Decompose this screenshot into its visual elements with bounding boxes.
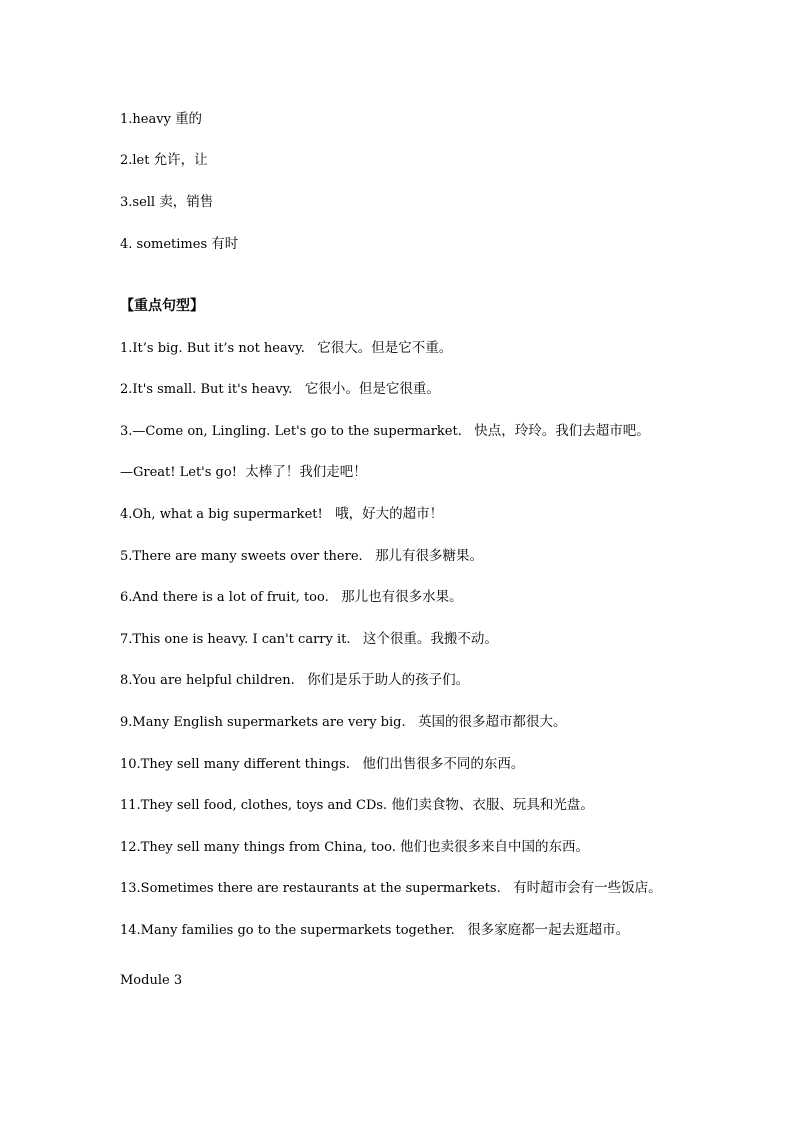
sentence-en: 5.There are many sweets over there. (120, 549, 363, 564)
sentence-cn: 哦，好大的超市！ (335, 506, 444, 522)
sentence-cn: 那儿有很多糖果。 (375, 548, 484, 564)
sentence-cn: 这个很重。我搬不动。 (362, 631, 498, 647)
vocab-en: 1.heavy (120, 112, 171, 127)
sentence-en: 13.Sometimes there are restaurants at the supermarkets. (120, 881, 501, 896)
sentence-en: 4.Oh, what a big supermarket! (120, 507, 323, 522)
sentence-cn: 很多家庭都一起去逛超市。 (467, 922, 630, 938)
sentence-cn: 有时超市会有一些饭店。 (513, 880, 662, 896)
module-label: Module 3 (120, 973, 183, 988)
sentence-en: 11.They sell food, clothes, toys and CDs. (120, 798, 388, 813)
sentence-cn: 快点，玲玲。我们去超市吧。 (474, 423, 650, 439)
vocab-item-1 (120, 110, 202, 129)
sentence-3-reply (120, 463, 367, 482)
vocab-cn: 重的 (175, 111, 203, 127)
sentence-6 (120, 588, 463, 607)
sentence-en: 6.And there is a lot of fruit, too. (120, 590, 329, 605)
sentence-en: 9.Many English supermarkets are very big. (120, 715, 406, 730)
sentence-cn: 它很大。但是它不重。 (317, 340, 453, 356)
sentence-4 (120, 505, 443, 524)
sentence-13 (120, 879, 662, 898)
sentence-en: 14.Many families go to the supermarkets together. (120, 923, 455, 938)
sentence-en: 1.It’s big. But it’s not heavy. (120, 341, 305, 356)
sentence-cn: 英国的很多超市都很大。 (418, 714, 567, 730)
sentence-cn: 他们卖食物、衣服、玩具和光盘。 (391, 797, 594, 813)
sentence-cn: 那儿也有很多水果。 (341, 589, 463, 605)
sentence-en: 10.They sell many different things. (120, 757, 350, 772)
sentence-5 (120, 547, 483, 566)
sentence-cn: 你们是乐于助人的孩子们。 (307, 672, 470, 688)
section-heading: 【重点句型】 (120, 298, 204, 314)
sentence-cn: 太棒了！我们走吧！ (245, 464, 367, 480)
vocab-item-3 (120, 193, 213, 212)
sentence-cn: 它很小。但是它很重。 (304, 381, 440, 397)
sentence-cn: 他们也卖很多来自中国的东西。 (399, 839, 589, 855)
sentence-en: 7.This one is heavy. I can't carry it. (120, 632, 351, 647)
sentence-14 (120, 921, 629, 940)
sentence-9 (120, 713, 567, 732)
sentence-en: 2.It's small. But it's heavy. (120, 382, 293, 397)
sentence-en: 3.—Come on, Lingling. Let's go to the supermarket. (120, 424, 462, 439)
sentence-7 (120, 630, 498, 649)
vocab-cn: 卖，销售 (159, 194, 214, 210)
sentence-en: 12.They sell many things from China, too. (120, 840, 396, 855)
vocab-cn: 有时 (211, 236, 239, 252)
sentence-cn: 他们出售很多不同的东西。 (362, 756, 525, 772)
vocab-en: 3.sell (120, 195, 156, 210)
vocab-item-2 (120, 151, 208, 170)
sentence-en: 8.You are helpful children. (120, 673, 295, 688)
sentence-8 (120, 671, 469, 690)
sentence-11 (120, 796, 594, 815)
vocab-en: 4. sometimes (120, 237, 208, 252)
sentence-10 (120, 755, 524, 774)
sentence-1 (120, 339, 452, 358)
sentence-12 (120, 838, 589, 857)
vocab-item-4 (120, 235, 238, 254)
vocab-en: 2.let (120, 153, 150, 168)
sentence-en: —Great! Let's go! (120, 465, 237, 480)
sentence-3 (120, 422, 650, 441)
sentence-2 (120, 380, 440, 399)
vocab-cn: 允许，让 (153, 152, 208, 168)
